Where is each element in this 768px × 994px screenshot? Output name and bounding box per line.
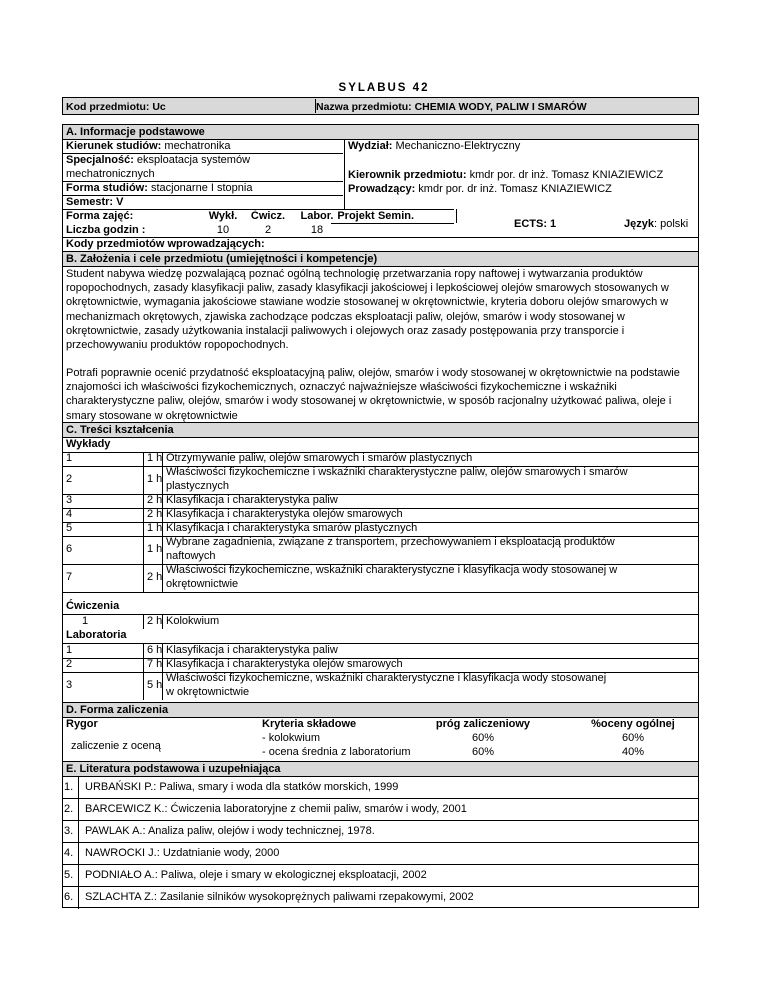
lecture-hours: 2 h (147, 494, 163, 506)
literature-item: PODNIAŁO A.: Paliwa, oleje i smary w ekologicznej eksploatacji, 2002 (85, 869, 427, 881)
forma-zajec-label: Forma zajęć: (66, 210, 134, 222)
prog-header: próg zaliczeniowy (435, 718, 531, 730)
literature-number: 4. (64, 847, 74, 859)
wykl-header: Wykł. (208, 210, 238, 222)
section-b-heading: B. Założenia i cele przedmiotu (umiejętności i kompetencje) (63, 252, 698, 266)
lab-topic: Klasyfikacja i charakterystyka olejów smarowych (166, 658, 403, 670)
liczba-godzin-label: Liczba godzin : (66, 224, 146, 236)
exercise-number: 1 (82, 615, 89, 627)
lecture-topic: okrętownictwie (166, 578, 239, 590)
criterion: - kolokwium (262, 732, 321, 744)
course-name-cell (315, 99, 697, 113)
goals-paragraph-2: Potrafi poprawnie ocenić przydatność eksploatacyjną paliw, olejów, smarów i wody stosowanej w okrętownictwie na podstawie znajomości ich właściwości fizykochemicznych, oznaczyć najważniejsze właściwości fizykochemiczne i wskaźniki charakterystyczne paliw, olejów, smarów i wody stosowanej w okrętownictwie, w sposób racjonalny użytkować paliwa, oleje i smary stosowane w okrętownictwie (66, 367, 680, 422)
literature-number: 1. (64, 781, 74, 793)
lab-hours: 5 h (147, 679, 163, 691)
literature-item: URBAŃSKI P.: Paliwa, smary i woda dla statków morskich, 1999 (85, 781, 399, 793)
literature-item: NAWROCKI J.: Uzdatnianie wody, 2000 (85, 847, 280, 859)
cwicz-hours: 2 (264, 224, 272, 236)
threshold: 60% (471, 746, 495, 758)
cwicz-header: Ćwicz. (250, 210, 286, 222)
lecture-topic: Klasyfikacja i charakterystyka olejów smarowych (166, 508, 403, 520)
ects: ECTS: 1 (514, 218, 557, 230)
grade-weight: 40% (621, 746, 645, 758)
lab-topic: Właściwości fizykochemiczne, wskaźniki charakterystyczne i klasyfikacja wody stosowanej (166, 672, 607, 684)
course-code: Kod przedmiotu: Uc (66, 101, 166, 113)
literature-number: 6. (64, 891, 74, 903)
lecture-topic: naftowych (166, 550, 216, 562)
lecture-hours: 1 h (147, 522, 163, 534)
labor-header: Labor. (300, 210, 334, 222)
lecture-topic: plastycznych (166, 480, 229, 492)
lecture-topic: Klasyfikacja i charakterystyka smarów plastycznych (166, 522, 418, 534)
oceny-header: %oceny ogólnej (591, 718, 675, 730)
grade-weight: 60% (621, 732, 645, 744)
specjalnosc-cont: mechatronicznych (66, 168, 155, 180)
exercise-hours: 2 h (147, 615, 163, 627)
section-d-heading: D. Forma zaliczenia (63, 703, 698, 717)
section-e-heading: E. Literatura podstawowa i uzupełniająca (63, 762, 698, 776)
kierownik: Kierownik przedmiotu: kmdr por. dr inż. Tomasz KNIAZIEWICZ (348, 169, 664, 181)
lab-number: 1 (66, 644, 73, 656)
lecture-topic: Klasyfikacja i charakterystyka paliw (166, 494, 338, 506)
jezyk: Język: polski (624, 218, 689, 230)
course-header (62, 97, 699, 115)
lecture-hours: 2 h (147, 508, 163, 520)
literature-number: 3. (64, 825, 74, 837)
kierunek: Kierunek studiów: mechatronika (66, 140, 231, 152)
literature-item: PAWLAK A.: Analiza paliw, olejów i wody technicznej, 1978. (85, 825, 375, 837)
semestr: Semestr: V (66, 196, 124, 208)
semin-header: Semin. (377, 210, 415, 222)
lab-hours: 7 h (147, 658, 163, 670)
rygor-header: Rygor (66, 718, 98, 730)
syllabus-table (62, 124, 699, 908)
wyklady-label: Wykłady (66, 438, 111, 450)
laboratoria-label: Laboratoria (66, 629, 127, 641)
lecture-topic: Właściwości fizykochemiczne, wskaźniki charakterystyczne i klasyfikacja wody stosowanej w (166, 564, 618, 576)
goals-paragraph-1: Student nabywa wiedzę pozwalającą poznać ogólną technologię przetwarzania ropy naftowej i wytwarzania produktów ropopochodnych, zasady klasyfikacji paliw, zasady klasyfikacji jakościowej i lepkościowej olejów smarowych stosowanych w okrętownictwie, wymagania jakościowe stawiane wodzie stosowanej w okrętownictwie, kryteria doboru olejów smarowych w mechanizmach okrętowych, zjawiska zachodzące podczas eksploatacji paliw, olejów, smarów i wody stosowanej w okrętownictwie, zasady użytkowania instalacji paliwowych i olejowych oraz zasady postępowania przy transporcie i przechowywaniu produktów ropopochodnych. (66, 268, 669, 352)
prowadzacy: Prowadzący: kmdr por. dr inż. Tomasz KNIAZIEWICZ (348, 183, 612, 195)
specjalnosc: Specjalność: eksploatacja systemów (66, 154, 251, 166)
lab-hours: 6 h (147, 644, 163, 656)
document-title: SYLABUS 42 (338, 82, 430, 94)
lab-topic: w okrętownictwie (166, 686, 250, 698)
lecture-hours: 1 h (147, 473, 163, 485)
forma-studiow: Forma studiów: stacjonarne I stopnia (66, 182, 253, 194)
kody-przedmiotow: Kody przedmiotów wprowadzających: (66, 238, 265, 250)
threshold: 60% (471, 732, 495, 744)
lecture-number: 1 (66, 452, 73, 464)
course-name: Nazwa przedmiotu: CHEMIA WODY, PALIW I SMARÓW (316, 101, 587, 113)
cwiczenia-label: Ćwiczenia (66, 600, 120, 612)
lecture-number: 7 (66, 571, 73, 583)
labor-hours: 18 (310, 224, 324, 236)
literature-item: SZLACHTA Z.: Zasilanie silników wysokoprężnych paliwami rzepakowymi, 2002 (85, 891, 474, 903)
exercise-topic: Kolokwium (166, 615, 220, 627)
lecture-number: 3 (66, 494, 73, 506)
lecture-number: 6 (66, 543, 73, 555)
lecture-number: 2 (66, 473, 73, 485)
lecture-topic: Otrzymywanie paliw, olejów smarowych i smarów plastycznych (166, 452, 473, 464)
kryteria-header: Kryteria składowe (262, 718, 357, 730)
lab-number: 2 (66, 658, 73, 670)
literature-item: BARCEWICZ K.: Ćwiczenia laboratoryjne z chemii paliw, smarów i wody, 2001 (85, 803, 467, 815)
rygor-value: zaliczenie z oceną (71, 740, 161, 752)
wydzial: Wydział: Mechaniczno-Elektryczny (348, 140, 521, 152)
lab-number: 3 (66, 679, 73, 691)
projekt-header: Projekt (337, 210, 375, 222)
wykl-hours: 10 (216, 224, 230, 236)
section-c-heading: C. Treści kształcenia (63, 423, 698, 437)
section-a-heading: A. Informacje podstawowe (63, 125, 698, 139)
criterion: - ocena średnia z laboratorium (262, 746, 411, 758)
literature-number: 5. (64, 869, 74, 881)
lecture-topic: Wybrane zagadnienia, związane z transportem, przechowywaniem i eksploatacją produktów (166, 536, 615, 548)
lab-topic: Klasyfikacja i charakterystyka paliw (166, 644, 338, 656)
lecture-number: 4 (66, 508, 73, 520)
lecture-hours: 1 h (147, 452, 163, 464)
lecture-hours: 1 h (147, 543, 163, 555)
lecture-hours: 2 h (147, 571, 163, 583)
lecture-topic: Właściwości fizykochemiczne i wskaźniki charakterystyczne paliw, olejów smarowych i smarów (166, 466, 628, 478)
lecture-number: 5 (66, 522, 73, 534)
literature-number: 2. (64, 803, 74, 815)
